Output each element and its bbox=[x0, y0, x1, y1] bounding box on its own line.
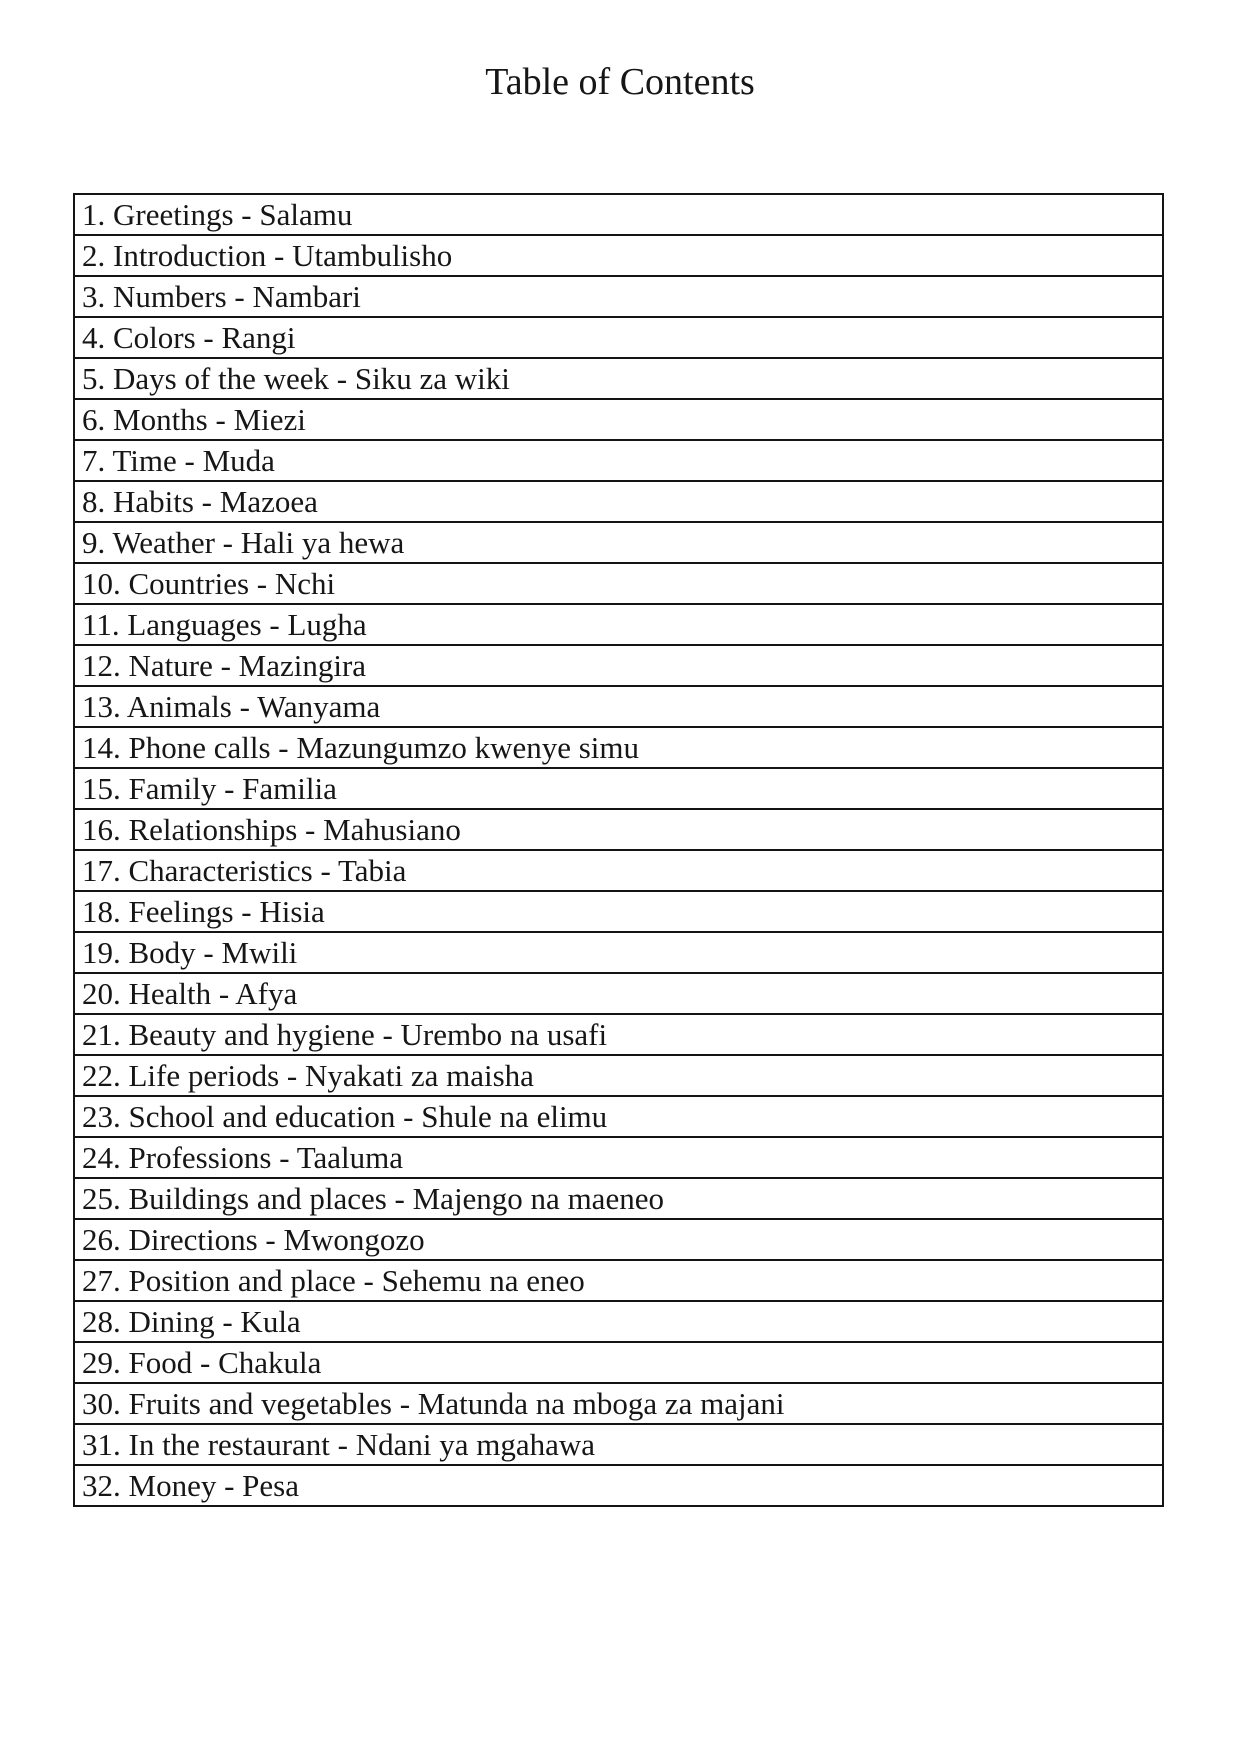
toc-row bbox=[75, 564, 1162, 605]
toc-entry: 11. Languages - Lugha bbox=[82, 607, 367, 642]
toc-entry: 26. Directions - Mwongozo bbox=[82, 1222, 425, 1257]
toc-entry: 17. Characteristics - Tabia bbox=[82, 853, 407, 888]
toc-entry: 27. Position and place - Sehemu na eneo bbox=[82, 1263, 585, 1298]
toc-entry: 24. Professions - Taaluma bbox=[82, 1140, 403, 1175]
toc-row bbox=[75, 1220, 1162, 1261]
toc-table bbox=[73, 193, 1164, 1507]
toc-row bbox=[75, 1138, 1162, 1179]
toc-entry: 13. Animals - Wanyama bbox=[82, 689, 381, 724]
toc-row bbox=[75, 728, 1162, 769]
toc-entry: 23. School and education - Shule na elimu bbox=[82, 1099, 608, 1134]
toc-entry: 14. Phone calls - Mazungumzo kwenye simu bbox=[82, 730, 640, 765]
toc-row bbox=[75, 1343, 1162, 1384]
toc-entry: 32. Money - Pesa bbox=[82, 1468, 299, 1503]
toc-entry: 31. In the restaurant - Ndani ya mgahawa bbox=[82, 1427, 596, 1462]
toc-entry: 2. Introduction - Utambulisho bbox=[82, 238, 453, 273]
toc-row bbox=[75, 400, 1162, 441]
toc-row bbox=[75, 1179, 1162, 1220]
toc-entry: 4. Colors - Rangi bbox=[82, 320, 296, 355]
toc-entry: 7. Time - Muda bbox=[82, 443, 275, 478]
toc-entry: 20. Health - Afya bbox=[82, 976, 298, 1011]
toc-entry: 28. Dining - Kula bbox=[82, 1304, 301, 1339]
toc-row bbox=[75, 441, 1162, 482]
toc-row bbox=[75, 1097, 1162, 1138]
toc-entry: 3. Numbers - Nambari bbox=[82, 279, 361, 314]
toc-row bbox=[75, 687, 1162, 728]
toc-entry: 12. Nature - Mazingira bbox=[82, 648, 367, 683]
toc-row bbox=[75, 646, 1162, 687]
toc-entry: 8. Habits - Mazoea bbox=[82, 484, 318, 519]
page-title: Table of Contents bbox=[485, 61, 755, 103]
toc-entry: 29. Food - Chakula bbox=[82, 1345, 322, 1380]
toc-row bbox=[75, 851, 1162, 892]
toc-row bbox=[75, 810, 1162, 851]
toc-row bbox=[75, 236, 1162, 277]
toc-row bbox=[75, 1015, 1162, 1056]
toc-row bbox=[75, 277, 1162, 318]
toc-entry: 5. Days of the week - Siku za wiki bbox=[82, 361, 510, 396]
toc-row bbox=[75, 318, 1162, 359]
toc-row bbox=[75, 1302, 1162, 1343]
toc-row bbox=[75, 1056, 1162, 1097]
toc-entry: 22. Life periods - Nyakati za maisha bbox=[82, 1058, 534, 1093]
toc-row bbox=[75, 359, 1162, 400]
toc-row bbox=[75, 1466, 1162, 1505]
toc-entry: 10. Countries - Nchi bbox=[82, 566, 336, 601]
toc-entry: 15. Family - Familia bbox=[82, 771, 337, 806]
toc-entry: 30. Fruits and vegetables - Matunda na mboga za majani bbox=[82, 1386, 785, 1421]
toc-row bbox=[75, 1425, 1162, 1466]
toc-row bbox=[75, 523, 1162, 564]
toc-row bbox=[75, 1261, 1162, 1302]
toc-entry: 18. Feelings - Hisia bbox=[82, 894, 325, 929]
toc-entry: 6. Months - Miezi bbox=[82, 402, 306, 437]
toc-entry: 25. Buildings and places - Majengo na maeneo bbox=[82, 1181, 664, 1216]
toc-row bbox=[75, 933, 1162, 974]
toc-row bbox=[75, 195, 1162, 236]
toc-row bbox=[75, 605, 1162, 646]
toc-row bbox=[75, 974, 1162, 1015]
toc-row bbox=[75, 1384, 1162, 1425]
toc-row bbox=[75, 892, 1162, 933]
toc-entry: 19. Body - Mwili bbox=[82, 935, 298, 970]
toc-entry: 1. Greetings - Salamu bbox=[82, 197, 353, 232]
toc-entry: 9. Weather - Hali ya hewa bbox=[82, 525, 405, 560]
toc-row bbox=[75, 482, 1162, 523]
toc-entry: 21. Beauty and hygiene - Urembo na usafi bbox=[82, 1017, 608, 1052]
toc-entry: 16. Relationships - Mahusiano bbox=[82, 812, 461, 847]
toc-row bbox=[75, 769, 1162, 810]
